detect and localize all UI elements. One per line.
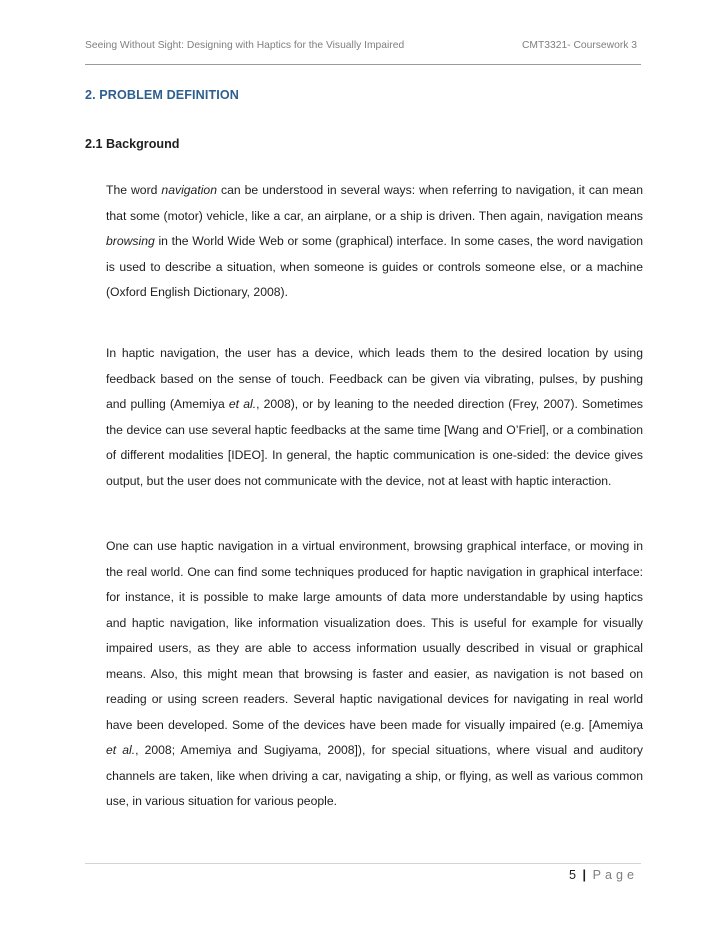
paragraph-2-italic-a: et al.: [228, 397, 257, 411]
running-header: [85, 40, 641, 51]
paragraph-2-text-b: , 2008), or by leaning to the needed direction (Frey, 2007). Sometimes the device can use several haptic feedbacks at the same time [Wang and O’Friel], or a combination of different modalities [IDEO]. In general, the haptic communication is one-sided: the device gives output, but the user does not communicate with the device, not at least with haptic interaction.: [106, 397, 643, 488]
subsection-heading: 2.1 Background: [85, 137, 180, 151]
header-title: Seeing Without Sight: Designing with Haptics for the Visually Impaired: [85, 40, 405, 51]
page-number: [569, 868, 638, 882]
page-word: Page: [592, 868, 638, 882]
paragraph-1-text-c: in the World Wide Web or some (graphical) interface. In some cases, the word navigation is used to describe a situation, when someone is guides or controls someone else, or a machine (Oxford English Dictionary, 2008).: [106, 234, 643, 299]
paragraph-1-text-a: The word: [106, 183, 162, 197]
paragraph-1: [106, 178, 643, 306]
page-number-separator: |: [582, 868, 587, 882]
paragraph-3-text-b: , 2008; Amemiya and Sugiyama, 2008]), for special situations, where visual and auditory channels are taken, like when driving a car, navigating a ship, or flying, as well as various common use, in various situation for various people.: [106, 743, 643, 808]
page-number-value: 5: [569, 868, 577, 882]
paragraph-1-italic-a: navigation: [161, 183, 217, 197]
header-course: CMT3321- Coursework 3: [521, 40, 637, 51]
paragraph-3-italic-a: et al.: [106, 743, 136, 757]
paragraph-3: [106, 534, 643, 815]
paragraph-1-italic-b: browsing: [106, 234, 155, 248]
footer-divider: [85, 863, 641, 864]
paragraph-2: [106, 341, 643, 494]
paragraph-2-text-a: In haptic navigation, the user has a device, which leads them to the desired location by using feedback based on the sense of touch. Feedback can be given via vibrating, pulses, by pushing and pulling (Amemiya: [106, 346, 643, 411]
paragraph-1-text-b: can be understood in several ways: when referring to navigation, it can mean that some (motor) vehicle, like a car, an airplane, or a ship is driven. Then again, navigation means: [106, 183, 643, 223]
section-heading: 2. PROBLEM DEFINITION: [85, 88, 239, 102]
paragraph-3-text-a: One can use haptic navigation in a virtual environment, browsing graphical interface, or moving in the real world. One can find some techniques produced for haptic navigation in graphical interface: for instance, it is possible to make large amounts of data more understandable by using haptics and haptic navigation, like information visualization does. This is useful for example for visually impaired users, as they are able to access information usually described in visual or graphical means. Also, this might mean that browsing is faster and easier, as navigation is not based on reading or using screen readers. Several haptic navigational devices for navigating in real world have been developed. Some of the devices have been made for visually impaired (e.g. [Amemiya: [106, 539, 643, 732]
header-divider: [85, 64, 641, 65]
